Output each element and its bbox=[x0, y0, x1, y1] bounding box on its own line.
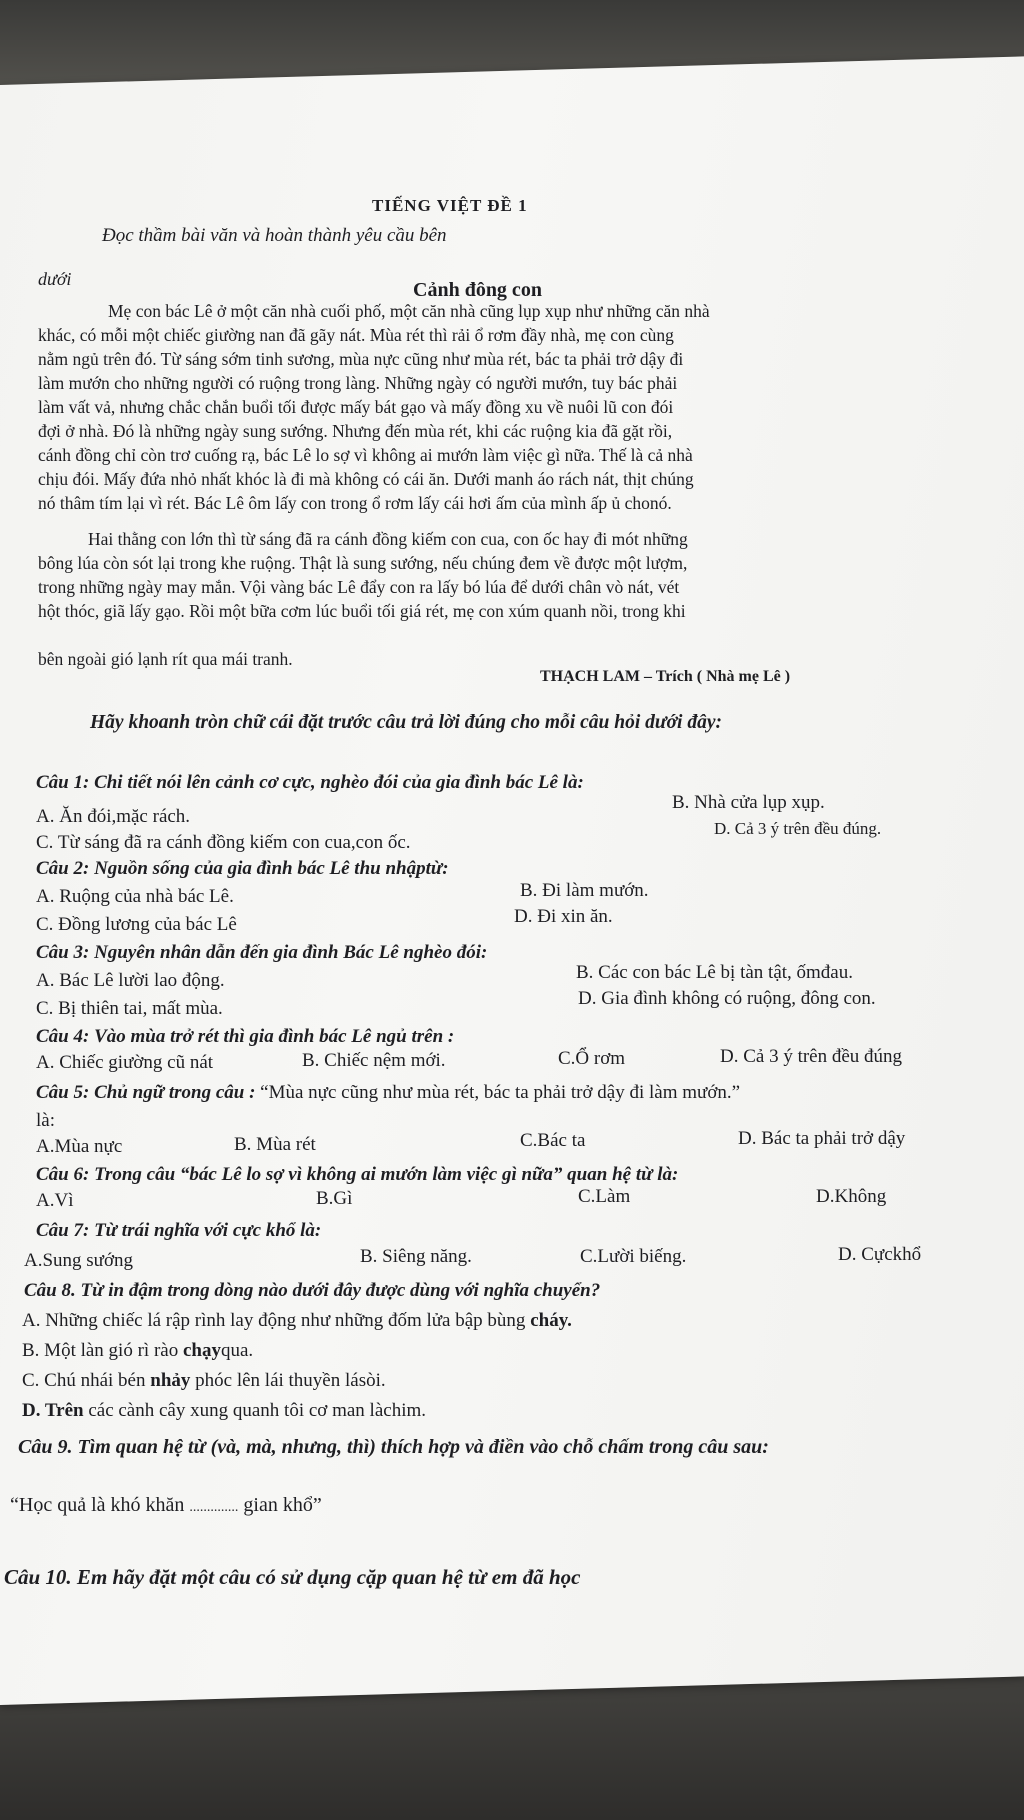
q8-option-b-bold-word: chạy bbox=[182, 1340, 221, 1361]
q3-option-a[interactable]: A. Bác Lê lười lao động. bbox=[36, 970, 225, 991]
q9-sentence-end: gian khổ” bbox=[238, 1494, 322, 1516]
q7-option-a[interactable]: A.Sung sướng bbox=[24, 1250, 134, 1271]
page-title: TIẾNG VIỆT ĐỀ 1 bbox=[372, 196, 528, 215]
q7-option-b[interactable]: B. Siêng năng. bbox=[360, 1246, 472, 1267]
story-author: THẠCH LAM – Trích ( Nhà mẹ Lê ) bbox=[540, 668, 791, 685]
question-9: Câu 9. Tìm quan hệ từ (và, mà, nhưng, thì) thích hợp và điền vào chỗ chấm trong câu sau: bbox=[18, 1436, 769, 1458]
question-9-sentence bbox=[10, 1494, 322, 1519]
q3-option-d[interactable]: D. Gia đình không có ruộng, đông con. bbox=[578, 988, 876, 1009]
q5-option-d[interactable]: D. Bác ta phải trở dậy bbox=[738, 1128, 906, 1149]
q1-option-d[interactable]: D. Cả 3 ý trên đều đúng. bbox=[714, 819, 882, 838]
q6-option-a[interactable]: A.Vì bbox=[36, 1190, 74, 1211]
q2-option-d[interactable]: D. Đi xin ăn. bbox=[514, 906, 613, 927]
q9-sentence-start: “Học quả là khó khăn bbox=[10, 1494, 190, 1516]
q2-option-b[interactable]: B. Đi làm mướn. bbox=[520, 880, 649, 901]
q3-option-c[interactable]: C. Bị thiên tai, mất mùa. bbox=[36, 998, 223, 1019]
q1-option-a[interactable]: A. Ăn đói,mặc rách. bbox=[36, 806, 191, 827]
q5-option-b[interactable]: B. Mùa rét bbox=[234, 1134, 316, 1155]
story-line: nó thâm tím lại vì rét. Bác Lê ôm lấy con trong ổ rơm lấy cái hơi ấm của mình ấp ủ chonó. bbox=[38, 493, 672, 513]
q8-option-d-bold-word: D. Trên bbox=[22, 1400, 84, 1421]
q8-option-a[interactable] bbox=[22, 1310, 572, 1332]
q4-option-b[interactable]: B. Chiếc nệm mới. bbox=[302, 1050, 446, 1071]
question-3: Câu 3: Nguyên nhân dẫn đến gia đình Bác Lê nghèo đói: bbox=[36, 942, 488, 963]
q9-blank[interactable]: .............. bbox=[189, 1500, 239, 1515]
story-line: chịu đói. Mấy đứa nhỏ nhất khóc là đi mà không có cái ăn. Dưới manh áo rách nát, thịt chúng bbox=[38, 469, 694, 489]
q4-option-d[interactable]: D. Cả 3 ý trên đều đúng bbox=[720, 1046, 903, 1067]
q8-option-b-text: B. Một làn gió rì rào bbox=[22, 1340, 183, 1361]
story-line: hột thóc, giã lấy gạo. Rồi một bữa cơm lúc buổi tối giá rét, mẹ con xúm quanh nồi, trong khi bbox=[38, 601, 686, 621]
q8-option-c-tail: phóc lên lái thuyền lásòi. bbox=[190, 1370, 386, 1391]
question-2: Câu 2: Nguồn sống của gia đình bác Lê thu nhậptừ: bbox=[36, 858, 449, 879]
story-line: Mẹ con bác Lê ở một căn nhà cuối phố, một căn nhà cũng lụp xụp như những căn nhà bbox=[108, 301, 710, 321]
instruction-line-2: dưới bbox=[38, 269, 72, 289]
story-line: nằm ngủ trên đó. Từ sáng sớm tinh sương, mùa nực cũng như mùa rét, bác ta phải trở dậy đi bbox=[38, 349, 684, 369]
question-6: Câu 6: Trong câu “bác Lê lo sợ vì không ai mướn làm việc gì nữa” quan hệ từ là: bbox=[36, 1164, 679, 1185]
story-title: Cảnh đông con bbox=[413, 279, 542, 301]
question-5 bbox=[36, 1082, 740, 1104]
q6-option-d[interactable]: D.Không bbox=[816, 1186, 887, 1207]
q3-option-b[interactable]: B. Các con bác Lê bị tàn tật, ốmđau. bbox=[576, 962, 853, 983]
story-line: Hai thằng con lớn thì từ sáng đã ra cánh đồng kiếm con cua, con ốc hay đi mót những bbox=[88, 529, 688, 549]
question-4: Câu 4: Vào mùa trở rét thì gia đình bác Lê ngủ trên : bbox=[36, 1026, 455, 1047]
q6-option-c[interactable]: C.Làm bbox=[578, 1186, 631, 1207]
q5-option-c[interactable]: C.Bác ta bbox=[520, 1130, 586, 1151]
question-10: Câu 10. Em hãy đặt một câu có sử dụng cặp quan hệ từ em đã học bbox=[4, 1565, 581, 1589]
q5-option-a[interactable]: A.Mùa nực bbox=[36, 1136, 123, 1157]
question-7: Câu 7: Từ trái nghĩa với cực khổ là: bbox=[36, 1220, 322, 1241]
q8-option-c-bold-word: nhảy bbox=[150, 1370, 191, 1391]
question-1: Câu 1: Chi tiết nói lên cảnh cơ cực, nghèo đói của gia đình bác Lê là: bbox=[36, 772, 584, 793]
q8-option-b-tail: qua. bbox=[220, 1340, 254, 1361]
story-line: trong những ngày may mắn. Vội vàng bác Lê đẩy con ra lấy bó lúa để dưới chân vò nát, vét bbox=[38, 577, 680, 597]
q8-option-c-text: C. Chú nhái bén bbox=[22, 1370, 151, 1391]
story-line: cánh đồng chỉ còn trơ cuống rạ, bác Lê lo sợ vì không ai mướn làm việc gì nữa. Thế là cả nhà bbox=[38, 445, 693, 465]
story-line: đợi ở nhà. Đó là những ngày sung sướng. Nhưng đến mùa rét, khi các ruộng kia đã gặt rồi, bbox=[38, 421, 673, 441]
instruction-line-1: Đọc thầm bài văn và hoàn thành yêu cầu bên bbox=[102, 225, 447, 246]
story-line: làm vất vả, nhưng chắc chắn buổi tối được mấy bát gạo và mấy đồng xu về nuôi lũ con đói bbox=[38, 397, 674, 417]
q1-option-b[interactable]: B. Nhà cửa lụp xụp. bbox=[672, 792, 825, 813]
q8-option-a-bold-word: cháy. bbox=[530, 1310, 572, 1331]
q1-option-c[interactable]: C. Từ sáng đã ra cánh đồng kiếm con cua,con ốc. bbox=[36, 832, 411, 853]
q4-option-a[interactable]: A. Chiếc giường cũ nát bbox=[36, 1052, 214, 1073]
q8-option-a-text: A. Những chiếc lá rập rình lay động như những đốm lửa bập bùng bbox=[22, 1310, 531, 1331]
question-5-label: Câu 5: Chủ ngữ trong câu : bbox=[36, 1082, 256, 1103]
question-5-continuation: là: bbox=[36, 1110, 55, 1131]
q6-option-b[interactable]: B.Gì bbox=[316, 1188, 353, 1209]
q8-option-c[interactable] bbox=[22, 1370, 386, 1392]
story-line: bên ngoài gió lạnh rít qua mái tranh. bbox=[38, 649, 293, 669]
question-5-sentence: “Mùa nực cũng như mùa rét, bác ta phải trở dậy đi làm mướn.” bbox=[255, 1082, 741, 1103]
directive-text: Hãy khoanh tròn chữ cái đặt trước câu trả lời đúng cho mỗi câu hỏi dưới đây: bbox=[90, 712, 722, 733]
q8-option-d-tail: các cành cây xung quanh tôi cơ man làchim. bbox=[83, 1400, 426, 1421]
q8-option-d[interactable] bbox=[22, 1400, 426, 1422]
story-line: khác, có mỗi một chiếc giường nan đã gãy nát. Mùa rét thì rải ổ rơm đầy nhà, mẹ con cùng bbox=[38, 325, 674, 345]
q7-option-c[interactable]: C.Lười biếng. bbox=[580, 1246, 687, 1267]
q7-option-d[interactable]: D. Cựckhổ bbox=[838, 1244, 922, 1265]
question-8: Câu 8. Từ in đậm trong dòng nào dưới đây được dùng với nghĩa chuyển? bbox=[24, 1280, 601, 1301]
story-line: làm mướn cho những người có ruộng trong làng. Những ngày có người mướn, tuy bác phải bbox=[38, 373, 678, 393]
q2-option-a[interactable]: A. Ruộng của nhà bác Lê. bbox=[36, 886, 234, 907]
q4-option-c[interactable]: C.Ổ rơm bbox=[558, 1048, 626, 1069]
story-line: bông lúa còn sót lại trong khe ruộng. Thật là sung sướng, nếu chúng đem về được một lượm, bbox=[38, 553, 688, 573]
q2-option-c[interactable]: C. Đồng lương của bác Lê bbox=[36, 914, 237, 935]
q8-option-b[interactable] bbox=[22, 1340, 253, 1362]
